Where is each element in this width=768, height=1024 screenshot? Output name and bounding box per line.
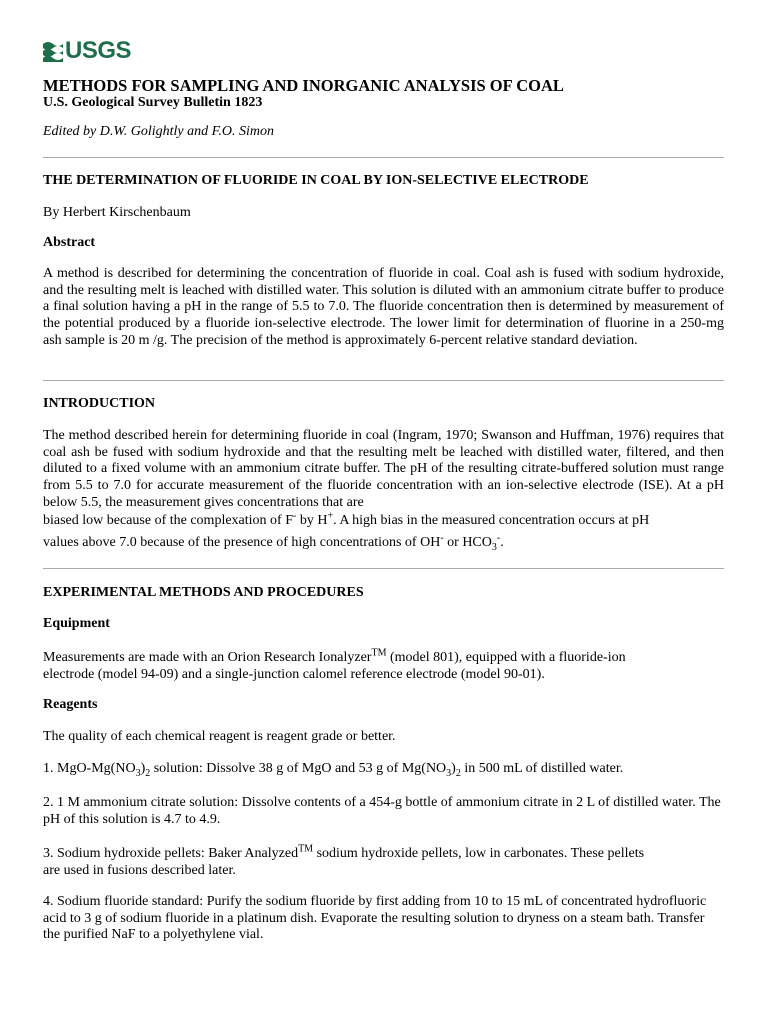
reagent-item: 4. Sodium fluoride standard: Purify the sodium fluoride by first adding from 10 to 15 mL of concentrated hydrofluoric acid to 3 g of sodium fluoride in a platinum dish. Evaporate the resulting solution to dryness on a steam bath. Transfer the purified NaF to a polyethylene vial. (43, 894, 707, 943)
abstract-text: A method is described for determining the concentration of fluoride in coal. Coal ash is fused with sodium hydroxide, and the resulting melt is leached with distilled water. This solution is diluted with an ammonium citrate buffer to produce a final solution having a pH in the range of 5.5 to 7.0. The fluoride concentration then is determined by measurement of the potential produced by a fluoride ion-selective electrode. The lower limit for determination of fluorine in a 250-mg ash sample is 20 m /g. The precision of the method is approximately 6-percent relative standard deviation. (43, 266, 724, 348)
reagent-item: 3. Sodium hydroxide pellets: Baker Analyzed™ sodium hydroxide pellets, low in carbonates. These pellets (43, 843, 645, 861)
author-line: By Herbert Kirschenbaum (43, 205, 191, 220)
usgs-logo[interactable] (43, 38, 131, 64)
equipment-text: electrode (model 94-09) and a single-junction calomel reference electrode (model 90-01). (43, 667, 545, 682)
reagents-heading: Reagents (43, 697, 98, 712)
divider (43, 157, 724, 158)
introduction-heading: INTRODUCTION (43, 396, 156, 411)
equipment-text: Measurements are made with an Orion Research Ionalyzer™ (model 801), equipped with a fluoride-ion (43, 647, 626, 665)
introduction-line: values above 7.0 because of the presence of high concentrations of OH- or $HCO_3^-$. (43, 532, 504, 553)
experimental-heading: EXPERIMENTAL METHODS AND PROCEDURES (43, 585, 364, 600)
reagent-item: 2. 1 M ammonium citrate solution: Dissolve contents of a 454-g bottle of ammonium citrate in 2 L of distilled water. The pH of this solution is 4.7 to 4.9. (43, 795, 721, 827)
usgs-wave-icon (43, 40, 63, 62)
publication-title: METHODS FOR SAMPLING AND INORGANIC ANALYSIS OF COAL (43, 76, 564, 95)
logo-text: USGS (65, 37, 132, 64)
reagent-item: 1. MgO-$Mg(NO_3)_2$ solution: Dissolve 38 g of MgO and 53 g of $Mg(NO_3)_2$ in 500 mL of distilled water. (43, 761, 624, 779)
equipment-heading: Equipment (43, 616, 110, 631)
bulletin-number: U.S. Geological Survey Bulletin 1823 (43, 95, 263, 110)
divider (43, 380, 724, 381)
divider (43, 568, 724, 569)
introduction-line: biased low because of the complexation of F- by H+. A high bias in the measured concentration occurs at pH (43, 510, 650, 528)
reagents-intro: The quality of each chemical reagent is reagent grade or better. (43, 729, 396, 744)
abstract-heading: Abstract (43, 235, 96, 250)
article-title: THE DETERMINATION OF FLUORIDE IN COAL BY ION-SELECTIVE ELECTRODE (43, 173, 589, 188)
editors-line: Edited by D.W. Golightly and F.O. Simon (43, 124, 274, 139)
introduction-paragraph: The method described herein for determining fluoride in coal (Ingram, 1970; Swanson and Huffman, 1976) requires that coal ash be fused with sodium hydroxide and that the resulting melt be leached with distilled water, filtered, and then diluted to a fixed volume with an ammonium citrate buffer. The pH of the resulting citrate-buffered solution must range from 5.5 to 7.0 for accurate measurement of the fluoride concentration with an ion-selective electrode (ISE). At a pH below 5.5, the measurement gives concentrations that are (43, 428, 724, 510)
reagent-item: are used in fusions described later. (43, 863, 236, 878)
